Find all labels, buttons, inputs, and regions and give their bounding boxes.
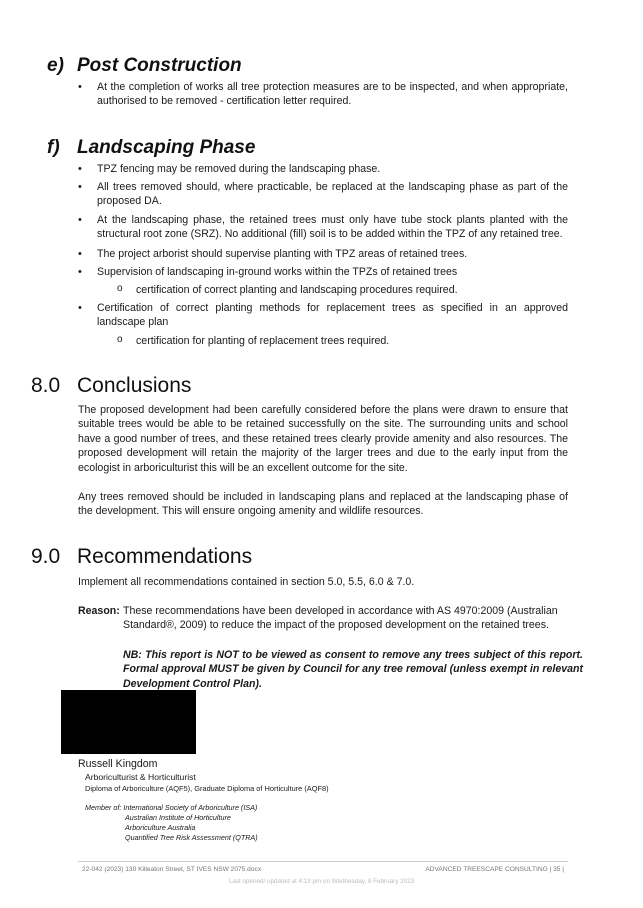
bullet-icon: • <box>78 302 82 314</box>
footer-company-page: ADVANCED TREESCAPE CONSULTING | 35 | <box>425 866 564 873</box>
member-of-label: Member of: International Society of Arboriculture (ISA) <box>85 803 258 812</box>
conclusions-number: 8.0 <box>31 374 61 397</box>
footer-rule <box>78 861 568 862</box>
footer-updated: Last opened/ updated at 4:13 pm on Wednesday, 8 February 2023 <box>228 878 415 885</box>
sub-bullet-icon: o <box>117 334 123 345</box>
bullet-icon: • <box>78 181 82 193</box>
conclusions-heading <box>31 374 191 398</box>
recommendations-title: Recommendations <box>77 545 253 568</box>
section-f-bullet: TPZ fencing may be removed during the landscaping phase. <box>97 163 381 175</box>
section-f-sub-bullet: certification of correct planting and landscaping procedures required. <box>136 284 458 296</box>
section-e-title: Post Construction <box>77 55 242 76</box>
membership-item: Australian Institute of Horticulture <box>125 813 231 822</box>
section-f-bullet: Certification of correct planting methods for replacement trees as specified in an approved landscape plan <box>97 302 568 329</box>
bullet-icon: • <box>78 266 82 278</box>
sub-bullet-icon: o <box>117 283 123 294</box>
recommendations-intro: Implement all recommendations contained in section 5.0, 5.5, 6.0 & 7.0. <box>78 576 415 588</box>
bullet-icon: • <box>78 81 82 93</box>
recommendations-heading <box>31 545 252 569</box>
section-f-bullet: The project arborist should supervise planting with TPZ areas of retained trees. <box>97 248 468 260</box>
bullet-icon: • <box>78 248 82 260</box>
redacted-signature <box>61 690 196 754</box>
section-f-bullet: Supervision of landscaping in-ground works within the TPZs of retained trees <box>97 266 458 278</box>
membership-item: Quantified Tree Risk Assessment (QTRA) <box>125 833 258 842</box>
signatory-qualifications: Diploma of Arboriculture (AQF5), Graduate Diploma of Horticulture (AQF8) <box>85 784 329 793</box>
conclusions-paragraph: The proposed development had been carefully considered before the plans were drawn to ensure that suitable trees would be able to be retained successfully on the site. The surrounding units and school have a good number of trees, and these retained trees clearly provide amenity and also resources. The proposed development will retain the majority of the larger trees and due to the early input from the ecologist in arboriculturist this will be an excellent outcome for the site. <box>78 404 568 474</box>
section-e-bullet: At the completion of works all tree protection measures are to be inspected, and when appropriate, authorised to be removed - certification letter required. <box>97 81 568 108</box>
membership-item: Arboriculture Australia <box>125 823 196 832</box>
section-f-sub-bullet: certification for planting of replacement trees required. <box>136 335 390 347</box>
recommendations-number: 9.0 <box>31 545 61 568</box>
bullet-icon: • <box>78 163 82 175</box>
section-f-title: Landscaping Phase <box>77 137 256 158</box>
section-f-heading <box>47 137 255 159</box>
section-f-letter: f) <box>47 137 60 158</box>
section-e-letter: e) <box>47 55 64 76</box>
conclusions-title: Conclusions <box>77 374 192 397</box>
footer-filename: 22-042 (2023) 130 Killeaton Street, ST IVES NSW 2075.docx <box>82 866 262 873</box>
nb-notice: NB: This report is NOT to be viewed as consent to remove any trees subject of this report. Formal approval MUST be given by Council for any tree removal (unless exempt in relevant Development Control Plan). <box>123 649 583 690</box>
section-f-bullet: At the landscaping phase, the retained trees must only have tube stock plants planted with the structural root zone (SRZ). No additional (fill) soil is to be added within the TPZ of any retained tree. <box>97 214 568 241</box>
bullet-icon: • <box>78 214 82 226</box>
section-f-bullet: All trees removed should, where practicable, be replaced at the landscaping phase as part of the proposed DA. <box>97 181 568 208</box>
reason-text: These recommendations have been developed in accordance with AS 4970:2009 (Australian Standard®, 2009) to reduce the impact of the proposed development on the retained trees. <box>123 605 558 632</box>
conclusions-paragraph: Any trees removed should be included in landscaping plans and replaced at the landscaping phase of the development. This will ensure ongoing amenity and wildlife resources. <box>78 491 568 518</box>
signatory-name: Russell Kingdom <box>78 758 158 770</box>
signatory-role: Arboriculturist & Horticulturist <box>85 772 196 782</box>
section-e-heading <box>47 55 242 77</box>
reason-label: Reason: <box>78 605 120 617</box>
